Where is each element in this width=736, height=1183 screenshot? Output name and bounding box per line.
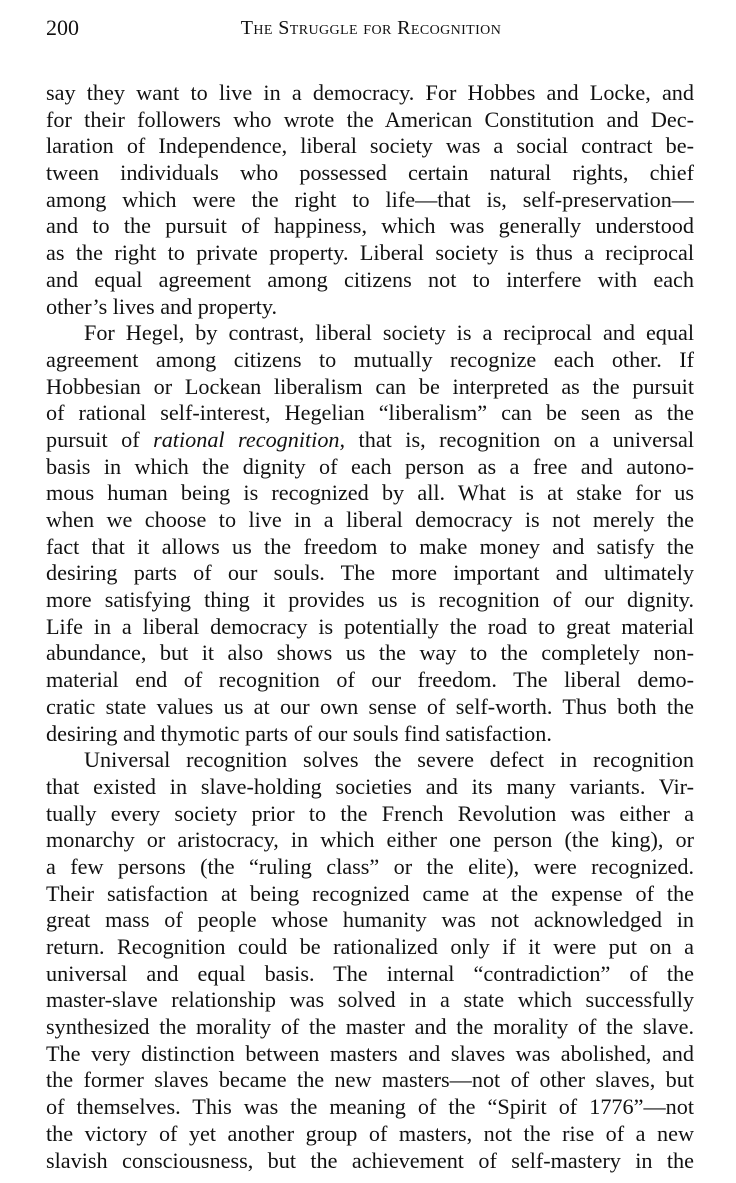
- text-line: other’s lives and property.: [46, 293, 278, 319]
- text-line: synthesized the morality of the master and the morality of the slave.: [46, 1014, 694, 1040]
- text-segment: pursuit of: [46, 426, 154, 452]
- text-line: great mass of people whose humanity was not acknowledged in: [46, 907, 694, 933]
- text-line: monarchy or aristocracy, in which either one person (the king), or: [46, 827, 694, 853]
- text-line: laration of Independence, liberal society was a social contract be-: [46, 133, 694, 159]
- text-line: Their satisfaction at being recognized came at the expense of the: [46, 880, 694, 906]
- text-line: of themselves. This was the meaning of the “Spirit of 1776”—not: [46, 1094, 694, 1120]
- text-line: mous human being is recognized by all. What is at stake for us: [46, 480, 694, 506]
- text-line: Hobbesian or Lockean liberalism can be interpreted as the pursuit: [46, 373, 694, 399]
- text-line: agreement among citizens to mutually recognize each other. If: [46, 346, 694, 372]
- text-line: cratic state values us at our own sense of self-worth. Thus both the: [46, 693, 694, 719]
- text-line: return. Recognition could be rationalized only if it were put on a: [46, 934, 694, 959]
- paragraph-2: [46, 320, 694, 747]
- paragraph-1: [46, 80, 694, 320]
- text-line: of rational self-interest, Hegelian “liberalism” can be seen as the: [46, 400, 694, 426]
- text-line: tween individuals who possessed certain natural rights, chief: [46, 160, 694, 186]
- text-line: Universal recognition solves the severe defect in recognition: [84, 747, 694, 773]
- page-header: [46, 14, 696, 44]
- body-text: [46, 80, 694, 1174]
- text-line: and equal agreement among citizens not to interfere with each: [46, 266, 694, 292]
- text-line: For Hegel, by contrast, liberal society is a reciprocal and equal: [84, 320, 694, 346]
- text-line: among which were the right to life—that is, self-preservation—: [46, 186, 694, 212]
- text-line: Life in a liberal democracy is potentially the road to great material: [46, 613, 694, 639]
- text-line: The very distinction between masters and slaves was abolished, and: [46, 1040, 694, 1066]
- text-line: basis in which the dignity of each person as a free and autono-: [46, 453, 694, 479]
- text-line: abundance, but it also shows us the way to the completely non-: [46, 640, 694, 666]
- text-line: desiring and thymotic parts of our souls find satisfaction.: [46, 720, 552, 746]
- text-line: more satisfying thing it provides us is recognition of our dignity.: [46, 587, 694, 613]
- text-line: a few persons (the “ruling class” or the elite), were recognized.: [46, 853, 694, 879]
- text-line: when we choose to live in a liberal democracy is not merely the: [46, 507, 694, 532]
- text-line: and to the pursuit of happiness, which was generally understood: [46, 213, 694, 239]
- text-line-mixed: [46, 427, 694, 454]
- text-line: the victory of yet another group of masters, not the rise of a new: [46, 1120, 694, 1146]
- text-line: desiring parts of our souls. The more important and ultimately: [46, 560, 694, 586]
- text-line: material end of recognition of our freedom. The liberal demo-: [46, 667, 694, 693]
- text-line: fact that it allows us the freedom to make money and satisfy the: [46, 533, 694, 559]
- text-line: tually every society prior to the French Revolution was either a: [46, 800, 694, 826]
- text-line: as the right to private property. Liberal society is thus a reciprocal: [46, 240, 694, 266]
- running-head: The Struggle for Recognition: [240, 17, 502, 39]
- text-line: slavish consciousness, but the achievement of self-mastery in the: [46, 1147, 694, 1173]
- text-line: master-slave relationship was solved in a state which successfully: [46, 987, 694, 1013]
- text-line: that existed in slave-holding societies and its many variants. Vir-: [46, 773, 694, 799]
- italic-phrase: rational recognition,: [153, 426, 346, 452]
- text-line: the former slaves became the new masters—not of other slaves, but: [46, 1067, 694, 1093]
- text-line: for their followers who wrote the American Constitution and Dec-: [46, 106, 694, 132]
- text-line: universal and equal basis. The internal “contradiction” of the: [46, 960, 694, 986]
- text-segment: that is, recognition on a universal: [345, 426, 694, 452]
- page-number: 200: [46, 15, 79, 40]
- paragraph-3: [46, 747, 694, 1174]
- text-line: say they want to live in a democracy. For Hobbes and Locke, and: [46, 80, 694, 105]
